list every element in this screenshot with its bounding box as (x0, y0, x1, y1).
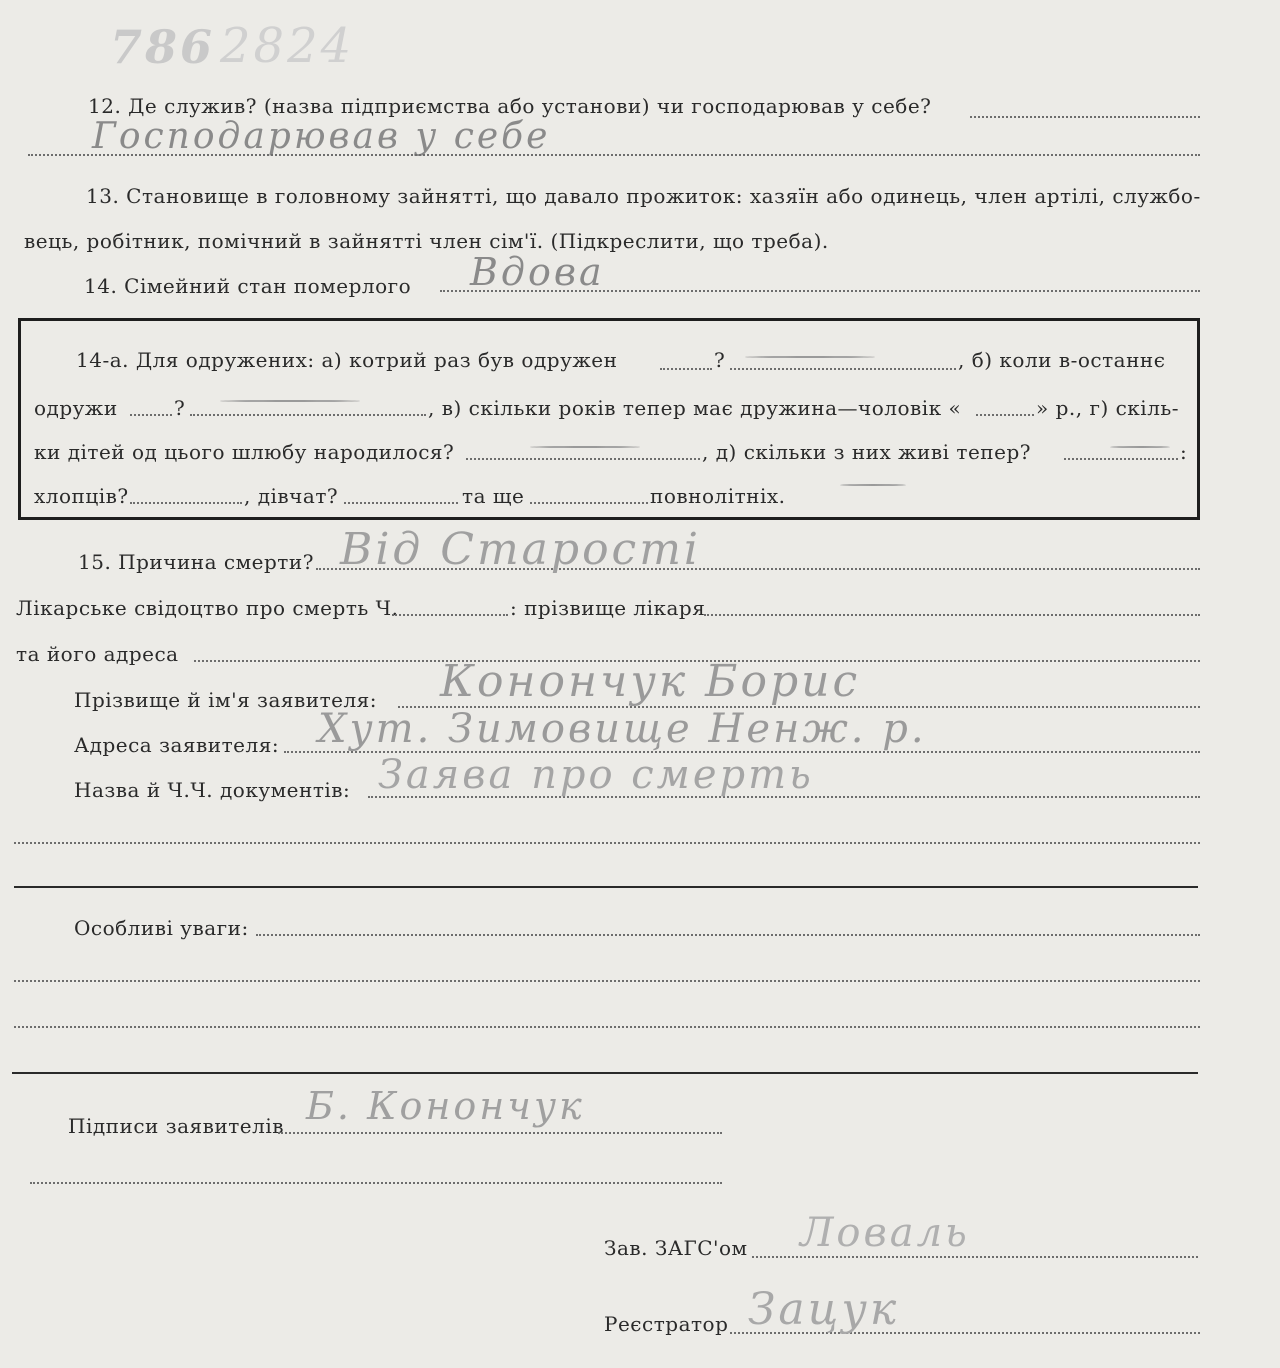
q14a-line-4c: та ще (462, 484, 525, 508)
q14a-line-3b: , д) скільки з них живі тепер? (702, 440, 1031, 464)
section-divider-2 (12, 1072, 1198, 1074)
registrar-label: Реєстратор (604, 1312, 729, 1336)
q12-fill-line (970, 116, 1200, 118)
q15-answer: Від Старості (340, 524, 701, 575)
q14a-line-1b: ? (714, 348, 726, 372)
medical-cert-number-line (392, 614, 508, 616)
q14a-line-2d: » р., г) скіль- (1036, 396, 1180, 420)
zags-head-signature: Ловаль (800, 1210, 970, 1256)
q14a-dash-mark-2 (220, 400, 360, 402)
q14a-line-2a: одружи (34, 396, 118, 420)
signatures-value: Б. Конончук (306, 1084, 585, 1128)
notes-line-3 (14, 1026, 1200, 1028)
q14a-line-2b: ? (174, 396, 186, 420)
q14a-children-alive-line (1064, 458, 1178, 460)
q14a-line-4b: , дівчат? (244, 484, 339, 508)
zags-head-label: Зав. ЗАГС'ом (604, 1236, 748, 1260)
q14a-children-born-line (466, 458, 700, 460)
applicant-docs-value: Заява про смерть (378, 752, 814, 798)
q14a-line-1c: , б) коли в-останнє (958, 348, 1166, 372)
applicant-docs-label: Назва й Ч.Ч. документів: (74, 778, 351, 802)
q14a-girls-line (344, 502, 458, 504)
registrar-signature: Зацук (748, 1284, 900, 1335)
q14a-line-4d: повнолітніх. (650, 484, 786, 508)
applicant-address-label: Адреса заявителя: (74, 733, 280, 757)
notes-line-2 (14, 980, 1200, 982)
q14-label: 14. Сімейний стан померлого (84, 274, 412, 298)
applicant-name-label: Прізвище й ім'я заявителя: (74, 688, 378, 712)
q14a-spouse-age-line (976, 414, 1034, 416)
q14a-dash-mark-3 (530, 446, 640, 448)
q15-label: 15. Причина смерти? (78, 550, 314, 574)
header-stamp-number: 786 (110, 20, 216, 74)
section-divider-1 (14, 886, 1198, 888)
applicant-address-value: Хут. Зимовище Ненж. р. (318, 706, 927, 752)
q14a-line-1a: 14-а. Для одружених: а) котрий раз був одружен (76, 348, 618, 372)
q14a-times-married-line (660, 368, 712, 370)
q14a-line-3a: ки дітей од цього шлюбу народилося? (34, 440, 455, 464)
medical-doctor-label: : прізвище лікаря (510, 596, 706, 620)
q14a-times-married-line-2 (730, 368, 956, 370)
zags-head-line (752, 1256, 1198, 1258)
q14a-line-3c: : (1180, 440, 1188, 464)
q14a-line-4a: хлопців? (34, 484, 129, 508)
q14a-dash-mark-4 (1110, 446, 1170, 448)
notes-label: Особливі уваги: (74, 916, 249, 940)
q14a-last-married-line (130, 414, 172, 416)
header-stamp-record: 2824 (220, 18, 355, 74)
medical-address-label: та його адреса (16, 642, 179, 666)
blank-line-1 (14, 842, 1200, 844)
q14-answer: Вдова (470, 250, 605, 294)
medical-cert-label: Лікарське свідоцтво про смерть Ч. (16, 596, 399, 620)
signatures-label: Підписи заявителів (68, 1114, 285, 1138)
medical-doctor-line (704, 614, 1200, 616)
q14a-boys-line (130, 502, 242, 504)
q13-line-1: 13. Становище в головному зайнятті, що давало прожиток: хазяїн або одинець, член артілі, службо- (86, 184, 1201, 208)
signatures-line (278, 1132, 722, 1134)
q14a-dash-mark-5 (840, 484, 906, 486)
q12-label: 12. Де служив? (назва підприємства або установи) чи господарював у себе? (88, 94, 932, 118)
q12-answer: Господарював у себе (92, 116, 551, 157)
q14a-adults-line (530, 502, 648, 504)
q14a-last-married-line-2 (190, 414, 426, 416)
applicant-name-value: Конончук Борис (440, 656, 861, 707)
signatures-line-2 (30, 1182, 722, 1184)
q13-line-2: вець, робітник, помічний в зайнятті член сім'ї. (Підкреслити, що треба). (24, 229, 829, 253)
q14a-line-2c: , в) скільки років тепер має дружина—чоловік « (428, 396, 962, 420)
q14a-dash-mark (745, 356, 875, 358)
q12-answer-line (28, 154, 1200, 156)
notes-line-1 (256, 934, 1200, 936)
